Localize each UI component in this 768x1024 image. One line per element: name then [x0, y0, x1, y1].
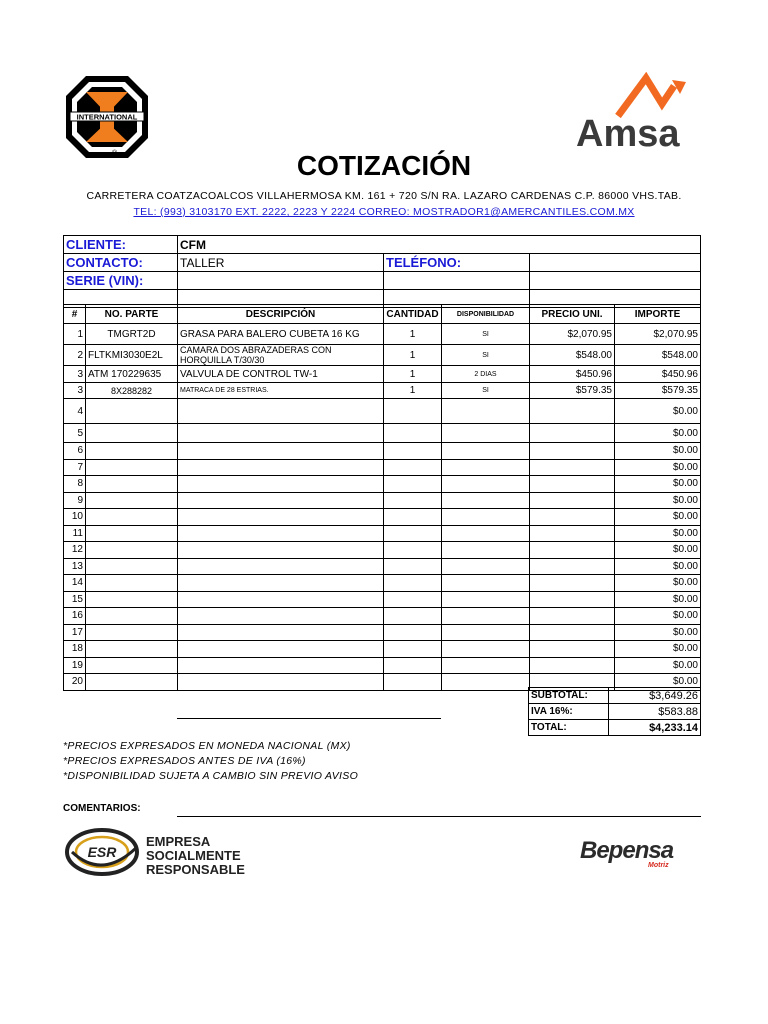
row-importe[interactable]: $0.00: [615, 558, 701, 575]
table-row: [64, 525, 701, 542]
row-cantidad[interactable]: [384, 641, 442, 658]
row-precio[interactable]: [530, 657, 615, 674]
row-number[interactable]: 11: [64, 525, 86, 542]
row-importe[interactable]: $0.00: [615, 608, 701, 625]
contacto-value[interactable]: TALLER: [178, 254, 384, 272]
row-disponibilidad[interactable]: [442, 509, 530, 526]
row-disponibilidad[interactable]: [442, 608, 530, 625]
col-header-cantidad: CANTIDAD: [384, 305, 442, 324]
esr-line2: SOCIALMENTE: [146, 848, 241, 863]
note-moneda: *PRECIOS EXPRESADOS EN MONEDA NACIONAL (MX): [63, 740, 351, 752]
row-number[interactable]: 15: [64, 591, 86, 608]
row-precio[interactable]: [530, 459, 615, 476]
row-descripcion[interactable]: [178, 674, 384, 691]
row-cantidad[interactable]: [384, 591, 442, 608]
row-cantidad[interactable]: [384, 476, 442, 493]
row-disponibilidad[interactable]: [442, 443, 530, 460]
row-number[interactable]: 17: [64, 624, 86, 641]
table-row: [64, 558, 701, 575]
row-precio[interactable]: [530, 575, 615, 592]
row-parte[interactable]: [86, 509, 178, 526]
row-disponibilidad[interactable]: [442, 624, 530, 641]
row-descripcion[interactable]: [178, 657, 384, 674]
esr-logo: [64, 826, 144, 878]
row-cantidad[interactable]: [384, 492, 442, 509]
cliente-label: CLIENTE:: [64, 236, 178, 254]
row-importe[interactable]: $0.00: [615, 492, 701, 509]
company-address: CARRETERA COATZACOALCOS VILLAHERMOSA KM. 161 + 720 S/N RA. LAZARO CARDENAS C.P. 86000 VHS.TAB.: [86, 190, 682, 202]
table-row: [64, 366, 701, 383]
row-cantidad[interactable]: [384, 608, 442, 625]
col-header-number: #: [64, 305, 86, 324]
row-importe[interactable]: $0.00: [615, 525, 701, 542]
table-row: [64, 324, 701, 345]
row-number[interactable]: 1: [64, 324, 86, 345]
amsa-logo: [574, 72, 698, 158]
row-disponibilidad[interactable]: [442, 424, 530, 443]
row-parte[interactable]: [86, 424, 178, 443]
row-importe[interactable]: $0.00: [615, 674, 701, 691]
row-number[interactable]: 4: [64, 399, 86, 424]
row-descripcion-line1: GRASA PARA BALERO CUBETA 16 KG: [180, 328, 360, 340]
row-descripcion[interactable]: [178, 492, 384, 509]
row-parte[interactable]: [86, 525, 178, 542]
row-importe[interactable]: $450.96: [615, 366, 701, 383]
subtotal-value: $3,649.26: [609, 688, 701, 704]
row-precio[interactable]: [530, 624, 615, 641]
row-disponibilidad[interactable]: [442, 542, 530, 559]
bepensa-logo-text: Bepensa: [580, 837, 674, 864]
telefono-label: TELÉFONO:: [384, 254, 530, 272]
row-importe[interactable]: $0.00: [615, 657, 701, 674]
table-row: [64, 424, 701, 443]
row-disponibilidad[interactable]: SI: [442, 345, 530, 366]
row-cantidad[interactable]: [384, 424, 442, 443]
row-descripcion[interactable]: [178, 558, 384, 575]
row-cantidad[interactable]: [384, 542, 442, 559]
row-number[interactable]: 13: [64, 558, 86, 575]
row-cantidad[interactable]: [384, 525, 442, 542]
row-disponibilidad[interactable]: SI: [442, 324, 530, 345]
row-descripcion[interactable]: [178, 641, 384, 658]
iva-label: IVA 16%:: [529, 704, 609, 720]
row-parte[interactable]: [86, 399, 178, 424]
items-header-row: [64, 305, 701, 324]
bepensa-logo: [580, 838, 690, 878]
row-descripcion[interactable]: [178, 608, 384, 625]
row-disponibilidad[interactable]: [442, 558, 530, 575]
table-row: [64, 383, 701, 399]
row-parte[interactable]: [86, 591, 178, 608]
table-row: [64, 542, 701, 559]
row-number[interactable]: 9: [64, 492, 86, 509]
row-descripcion[interactable]: [178, 575, 384, 592]
row-precio[interactable]: [530, 509, 615, 526]
row-precio[interactable]: [530, 443, 615, 460]
row-parte[interactable]: [86, 624, 178, 641]
row-descripcion[interactable]: [178, 383, 384, 399]
total-label: TOTAL:: [529, 720, 609, 736]
col-header-precio: PRECIO UNI.: [530, 305, 615, 324]
row-importe[interactable]: $0.00: [615, 641, 701, 658]
empty-cell: [530, 272, 701, 290]
row-descripcion[interactable]: [178, 542, 384, 559]
row-parte[interactable]: ATM 170229635: [86, 366, 178, 383]
row-precio[interactable]: [530, 608, 615, 625]
row-precio[interactable]: [530, 641, 615, 658]
row-importe[interactable]: $0.00: [615, 542, 701, 559]
page-title: COTIZACIÓN: [296, 150, 472, 181]
esr-badge-text: ESR: [87, 844, 117, 860]
row-cantidad[interactable]: [384, 443, 442, 460]
row-disponibilidad[interactable]: [442, 641, 530, 658]
table-row: [64, 345, 701, 366]
row-importe[interactable]: $579.35: [615, 383, 701, 399]
row-number[interactable]: 10: [64, 509, 86, 526]
row-parte[interactable]: [86, 459, 178, 476]
row-disponibilidad[interactable]: [442, 492, 530, 509]
telefono-value[interactable]: [530, 254, 701, 272]
row-parte[interactable]: [86, 443, 178, 460]
row-parte[interactable]: [86, 674, 178, 691]
esr-line3: RESPONSABLE: [146, 862, 245, 877]
amsa-logo-text: Amsa: [576, 113, 680, 155]
row-descripcion-line2: HORQUILLA T/30/30: [180, 355, 265, 365]
esr-line1: EMPRESA: [146, 834, 211, 849]
row-descripcion[interactable]: [178, 525, 384, 542]
row-precio[interactable]: $579.35: [530, 383, 615, 399]
table-row: [64, 476, 701, 493]
contact-link[interactable]: TEL: (993) 3103170 EXT. 2222, 2223 Y 2224 CORREO: MOSTRADOR1@AMERCANTILES.COM.MX: [133, 206, 635, 218]
row-number[interactable]: 7: [64, 459, 86, 476]
row-descripcion[interactable]: [178, 345, 384, 366]
table-row: [64, 492, 701, 509]
table-row: [64, 509, 701, 526]
row-precio[interactable]: [530, 476, 615, 493]
serie-value[interactable]: [178, 272, 384, 290]
table-row: [64, 575, 701, 592]
row-cantidad[interactable]: 1: [384, 366, 442, 383]
row-number[interactable]: 19: [64, 657, 86, 674]
row-importe[interactable]: $0.00: [615, 509, 701, 526]
items-table: [63, 304, 701, 691]
row-importe[interactable]: $0.00: [615, 591, 701, 608]
col-header-disponibilidad: DISPONIBILIDAD: [442, 305, 530, 324]
comentarios-field[interactable]: [177, 816, 701, 817]
row-descripcion[interactable]: [178, 509, 384, 526]
row-precio[interactable]: [530, 525, 615, 542]
row-descripcion[interactable]: [178, 399, 384, 424]
table-row: [64, 608, 701, 625]
row-parte[interactable]: [86, 476, 178, 493]
row-importe[interactable]: $0.00: [615, 399, 701, 424]
row-descripcion[interactable]: [178, 459, 384, 476]
col-header-descripcion: DESCRIPCIÓN: [178, 305, 384, 324]
row-number[interactable]: 16: [64, 608, 86, 625]
subtotal-label: SUBTOTAL:: [529, 688, 609, 704]
totals-table: [528, 687, 701, 736]
row-number[interactable]: 8: [64, 476, 86, 493]
international-logo-text: INTERNATIONAL: [76, 112, 138, 122]
table-row: [64, 624, 701, 641]
row-cantidad[interactable]: [384, 509, 442, 526]
row-disponibilidad[interactable]: [442, 399, 530, 424]
row-cantidad[interactable]: 1: [384, 345, 442, 366]
row-parte[interactable]: [86, 641, 178, 658]
comentarios-label: COMENTARIOS:: [63, 803, 141, 814]
row-number[interactable]: 3: [64, 383, 86, 399]
row-parte[interactable]: [86, 558, 178, 575]
row-number[interactable]: 3: [64, 366, 86, 383]
cliente-value[interactable]: CFM: [178, 236, 701, 254]
international-logo: INTERNATIONAL ®: [64, 74, 150, 160]
row-parte[interactable]: [86, 492, 178, 509]
row-cantidad[interactable]: [384, 459, 442, 476]
bepensa-logo-subtext: Motriz: [648, 862, 669, 869]
row-cantidad[interactable]: [384, 399, 442, 424]
row-precio[interactable]: [530, 542, 615, 559]
row-importe[interactable]: $0.00: [615, 443, 701, 460]
row-cantidad[interactable]: [384, 674, 442, 691]
row-precio[interactable]: [530, 399, 615, 424]
contacto-label: CONTACTO:: [64, 254, 178, 272]
table-row: [64, 657, 701, 674]
row-disponibilidad[interactable]: [442, 591, 530, 608]
row-descripcion-line1: CAMARA DOS ABRAZADERAS CON: [180, 345, 332, 355]
row-descripcion[interactable]: [178, 476, 384, 493]
row-parte[interactable]: 8X288282: [86, 383, 178, 399]
row-importe[interactable]: $0.00: [615, 476, 701, 493]
row-cantidad[interactable]: [384, 657, 442, 674]
row-parte[interactable]: [86, 542, 178, 559]
row-descripcion[interactable]: [178, 443, 384, 460]
row-disponibilidad[interactable]: [442, 575, 530, 592]
row-parte[interactable]: [86, 657, 178, 674]
signature-line: [177, 718, 441, 719]
col-header-importe: IMPORTE: [615, 305, 701, 324]
total-value: $4,233.14: [609, 720, 701, 736]
row-disponibilidad[interactable]: 2 DIAS: [442, 366, 530, 383]
row-number[interactable]: 18: [64, 641, 86, 658]
col-header-parte: NO. PARTE: [86, 305, 178, 324]
row-descripcion-line1: MATRACA DE 28 ESTRIAS.: [180, 387, 269, 394]
row-parte[interactable]: TMGRT2D: [86, 324, 178, 345]
row-disponibilidad[interactable]: [442, 525, 530, 542]
empty-cell: [384, 272, 530, 290]
row-precio[interactable]: [530, 424, 615, 443]
table-row: [64, 591, 701, 608]
row-parte[interactable]: [86, 608, 178, 625]
note-iva: *PRECIOS EXPRESADOS ANTES DE IVA (16%): [63, 755, 306, 767]
row-precio[interactable]: $2,070.95: [530, 324, 615, 345]
row-cantidad[interactable]: [384, 624, 442, 641]
row-number[interactable]: 12: [64, 542, 86, 559]
row-importe[interactable]: $0.00: [615, 575, 701, 592]
row-disponibilidad[interactable]: [442, 476, 530, 493]
table-row: [64, 443, 701, 460]
row-cantidad[interactable]: [384, 558, 442, 575]
row-descripcion[interactable]: [178, 624, 384, 641]
esr-text: [146, 835, 245, 877]
row-importe[interactable]: $0.00: [615, 459, 701, 476]
row-descripcion[interactable]: [178, 324, 384, 345]
serie-label: SERIE (VIN):: [64, 272, 178, 290]
row-disponibilidad[interactable]: [442, 657, 530, 674]
iva-value: $583.88: [609, 704, 701, 720]
row-number[interactable]: 14: [64, 575, 86, 592]
row-disponibilidad[interactable]: [442, 674, 530, 691]
row-cantidad[interactable]: 1: [384, 383, 442, 399]
client-info-table: [63, 235, 701, 308]
row-disponibilidad[interactable]: SI: [442, 383, 530, 399]
row-descripcion-line1: VALVULA DE CONTROL TW-1: [180, 368, 318, 380]
row-cantidad[interactable]: [384, 575, 442, 592]
row-descripcion[interactable]: [178, 366, 384, 383]
row-precio[interactable]: [530, 492, 615, 509]
row-descripcion[interactable]: [178, 591, 384, 608]
row-precio[interactable]: [530, 591, 615, 608]
row-number[interactable]: 6: [64, 443, 86, 460]
row-importe[interactable]: $0.00: [615, 424, 701, 443]
row-descripcion[interactable]: [178, 424, 384, 443]
row-precio[interactable]: $548.00: [530, 345, 615, 366]
table-row: [64, 459, 701, 476]
row-importe[interactable]: $2,070.95: [615, 324, 701, 345]
row-parte[interactable]: [86, 575, 178, 592]
row-number[interactable]: 2: [64, 345, 86, 366]
row-cantidad[interactable]: 1: [384, 324, 442, 345]
row-precio[interactable]: $450.96: [530, 366, 615, 383]
row-importe[interactable]: $0.00: [615, 624, 701, 641]
row-number[interactable]: 5: [64, 424, 86, 443]
row-parte[interactable]: FLTKMI3030E2L: [86, 345, 178, 366]
row-disponibilidad[interactable]: [442, 459, 530, 476]
row-importe[interactable]: $548.00: [615, 345, 701, 366]
table-row: [64, 641, 701, 658]
note-disponibilidad: *DISPONIBILIDAD SUJETA A CAMBIO SIN PREVIO AVISO: [63, 770, 359, 782]
table-row: [64, 399, 701, 424]
row-precio[interactable]: [530, 558, 615, 575]
row-number[interactable]: 20: [64, 674, 86, 691]
